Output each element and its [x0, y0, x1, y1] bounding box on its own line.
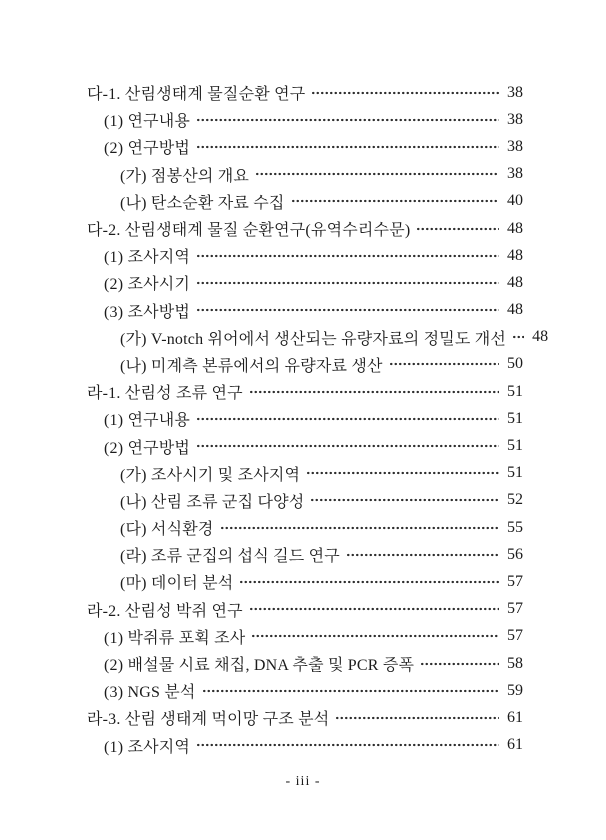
toc-entry-page: 59 [507, 681, 523, 699]
dot-leader [310, 494, 499, 506]
dot-leader [239, 576, 499, 588]
toc-entry-label: (2) 조사시기 [104, 276, 191, 294]
toc-entry-page: 56 [507, 545, 523, 563]
toc-entry-page: 38 [507, 83, 523, 101]
dot-leader [196, 413, 499, 425]
toc-entry-label: (1) 조사지역 [104, 738, 191, 756]
toc-entry-page: 48 [507, 246, 523, 264]
dot-leader [196, 277, 499, 289]
toc-entry-label: (나) 탄소순환 자료 수집 [120, 194, 285, 212]
toc-entry-page: 38 [507, 137, 523, 155]
toc-entry [87, 161, 523, 188]
toc-entry [87, 487, 523, 514]
toc-entry [87, 460, 523, 487]
toc-entry-page: 48 [507, 301, 523, 319]
toc-entry-page: 52 [507, 491, 523, 509]
dot-leader [220, 522, 499, 534]
dot-leader [196, 250, 499, 262]
dot-leader [335, 712, 499, 724]
dot-leader [306, 467, 499, 479]
toc-entry [87, 106, 523, 133]
toc-entry-label: (나) 미계측 본류에서의 유량자료 생산 [120, 357, 383, 375]
toc-entry [87, 79, 523, 106]
toc-entry [87, 596, 523, 623]
toc-entry-page: 38 [507, 110, 523, 128]
dot-leader [249, 603, 499, 615]
toc-entry-label: (나) 산림 조류 군집 다양성 [120, 493, 305, 511]
dot-leader [196, 440, 499, 452]
toc-entry-label: 다-1. 산림생태계 물질순환 연구 [87, 86, 306, 104]
dot-leader [346, 549, 499, 561]
toc-entry-label: 다-2. 산림생태계 물질 순환연구(유역수리수문) [87, 222, 411, 240]
toc-entry-label: (1) 조사지역 [104, 249, 191, 267]
toc-entry [87, 405, 523, 432]
toc-entry [87, 650, 523, 677]
toc-entry-label: (2) 연구방법 [104, 140, 191, 158]
toc-entry-page: 51 [507, 437, 523, 455]
toc-entry-label: (다) 서식환경 [120, 521, 214, 539]
toc-entry [87, 677, 523, 704]
toc-entry-page: 51 [507, 464, 523, 482]
toc-entry [87, 351, 523, 378]
toc-entry [87, 704, 523, 731]
toc-entry-label: (가) 점봉산의 개요 [120, 167, 250, 185]
dot-leader [311, 87, 499, 99]
toc-entry-label: 라-1. 산림성 조류 연구 [87, 385, 243, 403]
toc-entry-label: (1) 연구내용 [104, 412, 191, 430]
toc-entry-label: (2) 연구방법 [104, 439, 191, 457]
toc-entry-page: 38 [507, 165, 523, 183]
toc-entry [87, 432, 523, 459]
toc-entry-page: 57 [507, 627, 523, 645]
toc-entry-label: (라) 조류 군집의 섭식 길드 연구 [120, 548, 340, 566]
toc-entry-page: 57 [507, 572, 523, 590]
toc-entry-label: (가) 조사시기 및 조사지역 [120, 466, 301, 484]
dot-leader [196, 114, 499, 126]
toc-entry [87, 269, 523, 296]
toc-entry-label: (가) V-notch 위어에서 생산되는 유량자료의 정밀도 개선 [120, 330, 507, 348]
dot-leader [416, 223, 499, 235]
toc-entry [87, 242, 523, 269]
toc-entry [87, 732, 523, 759]
toc-entry-label: (3) 조사방법 [104, 303, 191, 321]
dot-leader [389, 358, 499, 370]
toc-entry [87, 568, 523, 595]
toc-entry-page: 51 [507, 382, 523, 400]
dot-leader [255, 168, 499, 180]
toc-entry-label: (1) 박쥐류 포획 조사 [104, 629, 246, 647]
dot-leader [251, 630, 499, 642]
toc-entry-label: 라-3. 산림 생태계 먹이망 구조 분석 [87, 711, 330, 729]
toc-entry [87, 541, 523, 568]
toc-entry [87, 297, 523, 324]
dot-leader [202, 685, 499, 697]
dot-leader [196, 304, 499, 316]
toc-entry [87, 133, 523, 160]
toc-entry-page: 48 [507, 273, 523, 291]
toc-entry [87, 215, 523, 242]
toc-entry-label: 라-2. 산림성 박쥐 연구 [87, 602, 243, 620]
toc-entry-label: (1) 연구내용 [104, 113, 191, 131]
toc-entry [87, 623, 523, 650]
toc-entry-page: 61 [507, 736, 523, 754]
dot-leader [420, 658, 499, 670]
toc-list [87, 79, 549, 759]
dot-leader [249, 386, 499, 398]
toc-entry [87, 378, 523, 405]
toc-entry-page: 50 [507, 355, 523, 373]
page-number-footer: - iii - [285, 774, 321, 789]
dot-leader [291, 195, 499, 207]
toc-entry-page: 61 [507, 708, 523, 726]
toc-entry-label: (3) NGS 분석 [104, 684, 196, 702]
toc-entry [87, 324, 549, 351]
toc-entry [87, 188, 523, 215]
toc-entry-page: 58 [507, 654, 523, 672]
dot-leader [196, 739, 499, 751]
toc-entry-page: 48 [507, 219, 523, 237]
toc-entry-label: (마) 데이터 분석 [120, 575, 234, 593]
toc-entry-page: 48 [532, 328, 549, 346]
dot-leader [196, 141, 499, 153]
toc-entry [87, 514, 523, 541]
toc-entry-page: 57 [507, 600, 523, 618]
toc-entry-label: (2) 배설물 시료 채집, DNA 추출 및 PCR 증폭 [104, 657, 415, 675]
dot-leader [512, 331, 524, 343]
toc-entry-page: 55 [507, 518, 523, 536]
toc-entry-page: 40 [507, 192, 523, 210]
toc-entry-page: 51 [507, 409, 523, 427]
